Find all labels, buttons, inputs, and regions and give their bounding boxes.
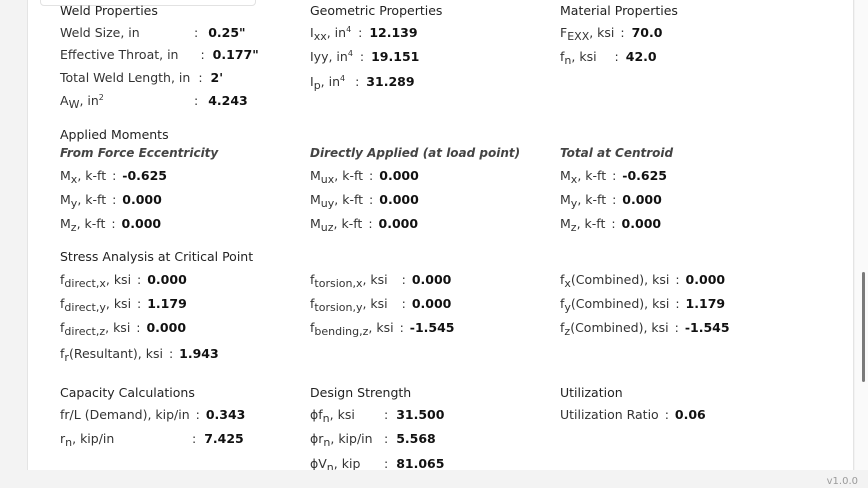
resultant-subscript: r: [64, 351, 69, 364]
fn-symbol: f: [560, 49, 565, 64]
total-weld-length-value: 2': [210, 70, 224, 85]
combined-stress-y-row: [560, 296, 726, 314]
ecc-moment-y-row: [60, 192, 162, 210]
combined-stress-x-value: 0.000: [685, 272, 726, 287]
separator: :: [674, 320, 679, 335]
effective-throat-value: 0.177": [212, 47, 259, 62]
phi-fn-row: [310, 407, 355, 425]
ip-unit: , in: [320, 74, 341, 89]
force-eccentricity-subheading: From Force Eccentricity: [60, 146, 219, 160]
phi-vn-value: 81.065: [396, 456, 445, 470]
weld-size-value: 0.25": [208, 25, 246, 40]
total-weld-length-row: [60, 70, 223, 85]
moment-subscript: uz: [320, 221, 334, 234]
moment-symbol: M: [310, 168, 321, 183]
ecc-moment-y-value: 0.000: [122, 192, 162, 207]
stress-symbol: f: [560, 296, 565, 311]
separator: :: [137, 272, 142, 287]
total-moment-z-row: [560, 216, 662, 234]
separator: :: [112, 192, 117, 207]
separator: :: [664, 407, 669, 422]
footer-bar: [0, 470, 868, 488]
moment-symbol: M: [560, 168, 571, 183]
total-moment-x-row: [560, 168, 668, 186]
phi-fn-symbol: ϕf: [310, 407, 323, 422]
stress-subscript: y: [564, 301, 571, 314]
combined-stress-x-row: [560, 272, 726, 290]
ixx-unit: , in: [326, 25, 347, 40]
stress-symbol: f: [560, 320, 565, 335]
direct-moment-z-value: 0.000: [378, 216, 419, 231]
separator: :: [369, 168, 374, 183]
moment-symbol: M: [60, 168, 71, 183]
capacity-calculations-heading: Capacity Calculations: [60, 385, 195, 400]
fn-row: [560, 49, 657, 67]
torsion-stress-x-value: 0.000: [411, 272, 452, 287]
stress-subscript: bending,z: [314, 325, 369, 338]
moment-unit: , k-ft: [577, 192, 607, 207]
aw-subscript: W: [68, 98, 80, 111]
moment-subscript: y: [70, 197, 78, 210]
weld-area-value-row: [194, 93, 248, 108]
fexx-subscript: EXX: [567, 30, 590, 43]
moment-unit: , k-ft: [76, 216, 106, 231]
fn-unit: , ksi: [571, 49, 597, 64]
separator: :: [401, 272, 406, 287]
ixx-exponent: 4: [346, 25, 352, 34]
separator: :: [194, 25, 199, 40]
moment-symbol: M: [560, 216, 571, 231]
total-moment-y-row: [560, 192, 662, 210]
moment-symbol: M: [310, 216, 321, 231]
resultant-stress-value: 1.943: [179, 346, 219, 361]
combined-label: (Combined), ksi: [570, 320, 669, 335]
aw-exponent: 2: [98, 93, 104, 102]
utilization-ratio-row: [560, 407, 706, 422]
ixx-value: 12.139: [369, 25, 418, 40]
stress-subscript: torsion,x: [314, 277, 363, 290]
phi-fn-value-row: [384, 407, 444, 422]
weld-area-row: [60, 93, 104, 111]
moment-unit: , k-ft: [333, 216, 363, 231]
combined-stress-y-value: 1.179: [685, 296, 726, 311]
combined-stress-z-row: [560, 320, 730, 338]
fn-value: 42.0: [625, 49, 657, 64]
separator: :: [399, 320, 404, 335]
separator: :: [675, 296, 680, 311]
ecc-moment-x-row: [60, 168, 168, 186]
separator: :: [358, 25, 363, 40]
stress-unit: , ksi: [362, 272, 388, 287]
direct-moment-x-row: [310, 168, 419, 186]
stress-symbol: f: [560, 272, 565, 287]
iyy-value: 19.151: [371, 49, 420, 64]
separator: :: [612, 168, 617, 183]
fexx-row: [560, 25, 663, 43]
moment-subscript: x: [570, 173, 578, 186]
phi-rn-subscript: n: [323, 436, 331, 449]
phi-fn-unit: , ksi: [329, 407, 355, 422]
weld-size-value-row: [194, 25, 246, 40]
direct-stress-y-value: 1.179: [147, 296, 187, 311]
stress-subscript: direct,x: [64, 277, 106, 290]
phi-vn-symbol: ϕV: [310, 456, 327, 470]
stress-subscript: x: [564, 277, 571, 290]
direct-moment-y-value: 0.000: [379, 192, 419, 207]
phi-fn-value: 31.500: [396, 407, 445, 422]
weld-size-label: Weld Size, in: [60, 25, 140, 40]
utilization-ratio-value: 0.06: [674, 407, 706, 422]
separator: :: [200, 47, 205, 62]
direct-stress-x-value: 0.000: [147, 272, 187, 287]
rn-value: 7.425: [204, 431, 244, 446]
phi-rn-unit: , kip/in: [330, 431, 373, 446]
scrollbar-thumb[interactable]: [862, 272, 865, 382]
separator: :: [611, 216, 616, 231]
phi-vn-row: [310, 456, 360, 470]
separator: :: [620, 25, 625, 40]
combined-label: (Combined), ksi: [570, 272, 670, 287]
moment-subscript: y: [570, 197, 578, 210]
moment-unit: , k-ft: [576, 216, 606, 231]
applied-moments-heading: Applied Moments: [60, 127, 169, 142]
stress-unit: , ksi: [105, 272, 132, 287]
separator: :: [195, 407, 200, 422]
separator: :: [136, 320, 141, 335]
torsion-stress-y-value: 0.000: [411, 296, 452, 311]
stress-unit: , ksi: [105, 320, 131, 335]
ecc-moment-z-value: 0.000: [121, 216, 162, 231]
phi-vn-value-row: [384, 456, 444, 470]
stress-analysis-heading: Stress Analysis at Critical Point: [60, 249, 254, 264]
weld-size-row: [60, 25, 140, 40]
combined-stress-z-value: -1.545: [684, 320, 730, 335]
bending-stress-z-value: -1.545: [409, 320, 455, 335]
ip-exponent: 4: [340, 74, 346, 83]
fexx-value: 70.0: [631, 25, 663, 40]
direct-moment-z-row: [310, 216, 419, 234]
moment-unit: , k-ft: [77, 168, 107, 183]
ecc-moment-z-row: [60, 216, 162, 234]
version-label: v1.0.0: [826, 476, 858, 487]
effective-throat-label: Effective Throat, in: [60, 47, 179, 62]
separator: :: [384, 407, 389, 422]
utilization-ratio-label: Utilization Ratio: [560, 407, 659, 422]
ixx-symbol: I: [310, 25, 314, 40]
stress-subscript: z: [564, 325, 571, 338]
stress-subscript: direct,z: [64, 325, 106, 338]
moment-unit: , k-ft: [334, 168, 364, 183]
direct-moment-x-value: 0.000: [379, 168, 419, 183]
stress-unit: , ksi: [368, 320, 394, 335]
moment-symbol: M: [560, 192, 571, 207]
effective-throat-row: [60, 47, 259, 62]
moment-subscript: z: [570, 221, 577, 234]
separator: :: [355, 74, 360, 89]
phi-rn-value: 5.568: [396, 431, 436, 446]
separator: :: [384, 456, 389, 470]
iyy-exponent: 4: [347, 49, 353, 58]
stress-symbol: f: [310, 272, 315, 287]
aw-unit: , in: [79, 93, 99, 108]
weld-area-value: 4.243: [208, 93, 248, 108]
demand-value: 0.343: [205, 407, 246, 422]
directly-applied-subheading: Directly Applied (at load point): [310, 146, 521, 160]
total-moment-z-value: 0.000: [621, 216, 662, 231]
phi-vn-unit: , kip: [333, 456, 361, 470]
stress-symbol: f: [60, 272, 65, 287]
separator: :: [112, 168, 117, 183]
separator: :: [384, 431, 389, 446]
stress-symbol: f: [310, 296, 315, 311]
combined-label: (Combined), ksi: [570, 296, 670, 311]
phi-rn-row: [310, 431, 373, 449]
ecc-moment-x-value: -0.625: [122, 168, 168, 183]
rn-value-row: [192, 431, 244, 446]
ip-row: [310, 74, 415, 92]
resultant-label: (Resultant), ksi: [68, 346, 163, 361]
iyy-row: [310, 49, 419, 64]
separator: :: [612, 192, 617, 207]
separator: :: [137, 296, 142, 311]
phi-vn-subscript: n: [326, 461, 334, 470]
total-weld-length-label: Total Weld Length, in: [60, 70, 191, 85]
ixx-row: [310, 25, 418, 43]
iyy-symbol: Iyy: [310, 49, 329, 64]
stress-subscript: direct,y: [64, 301, 106, 314]
design-strength-heading: Design Strength: [310, 385, 412, 400]
separator: :: [675, 272, 680, 287]
phi-fn-subscript: n: [322, 412, 330, 425]
separator: :: [168, 346, 174, 361]
torsion-stress-x-row: [310, 272, 452, 290]
separator: :: [194, 93, 199, 108]
total-moment-x-value: -0.625: [622, 168, 668, 183]
iyy-unit: , in: [328, 49, 348, 64]
resultant-stress-row: [60, 346, 219, 364]
moment-unit: , k-ft: [577, 168, 607, 183]
total-centroid-subheading: Total at Centroid: [560, 146, 674, 160]
moment-subscript: ux: [320, 173, 335, 186]
total-moment-y-value: 0.000: [622, 192, 662, 207]
rn-unit: , kip/in: [72, 431, 115, 446]
direct-moment-y-row: [310, 192, 419, 210]
resultant-symbol: f: [60, 346, 65, 361]
weld-properties-heading: Weld Properties: [60, 3, 158, 18]
moment-subscript: x: [70, 173, 78, 186]
separator: :: [111, 216, 116, 231]
stress-symbol: f: [310, 320, 315, 335]
separator: :: [614, 49, 619, 64]
moment-unit: , k-ft: [77, 192, 107, 207]
rn-symbol: r: [60, 431, 66, 446]
ip-symbol: I: [310, 74, 314, 89]
stress-unit: , ksi: [105, 296, 132, 311]
ip-subscript: p: [313, 79, 321, 92]
separator: :: [401, 296, 406, 311]
demand-row: [60, 407, 245, 422]
direct-stress-z-row: [60, 320, 187, 338]
ip-value: 31.289: [366, 74, 415, 89]
direct-stress-x-row: [60, 272, 187, 290]
utilization-heading: Utilization: [560, 385, 623, 400]
stress-subscript: torsion,y: [314, 301, 363, 314]
separator: :: [359, 49, 365, 64]
results-panel: [27, 0, 854, 470]
torsion-stress-y-row: [310, 296, 452, 314]
bending-stress-z-row: [310, 320, 455, 338]
aw-symbol: A: [60, 93, 69, 108]
rn-row: [60, 431, 115, 449]
scrollbar-track[interactable]: [855, 0, 868, 470]
separator: :: [368, 216, 373, 231]
direct-stress-z-value: 0.000: [146, 320, 187, 335]
stress-symbol: f: [60, 320, 65, 335]
fn-subscript: n: [564, 54, 572, 67]
separator: :: [198, 70, 203, 85]
ixx-subscript: xx: [313, 30, 327, 43]
geometric-properties-heading: Geometric Properties: [310, 3, 443, 18]
moment-symbol: M: [60, 192, 71, 207]
fexx-symbol: F: [560, 25, 568, 40]
stress-unit: , ksi: [362, 296, 388, 311]
separator: :: [369, 192, 374, 207]
moment-symbol: M: [310, 192, 321, 207]
material-properties-heading: Material Properties: [560, 3, 678, 18]
direct-stress-y-row: [60, 296, 187, 314]
phi-rn-value-row: [384, 431, 436, 446]
phi-rn-symbol: ϕr: [310, 431, 324, 446]
rn-subscript: n: [65, 436, 73, 449]
moment-unit: , k-ft: [334, 192, 364, 207]
moment-symbol: M: [60, 216, 71, 231]
moment-subscript: z: [70, 221, 77, 234]
fexx-unit: , ksi: [589, 25, 615, 40]
separator: :: [192, 431, 197, 446]
moment-subscript: uy: [320, 197, 335, 210]
demand-label: fr/L (Demand), kip/in: [60, 407, 190, 422]
stress-symbol: f: [60, 296, 65, 311]
